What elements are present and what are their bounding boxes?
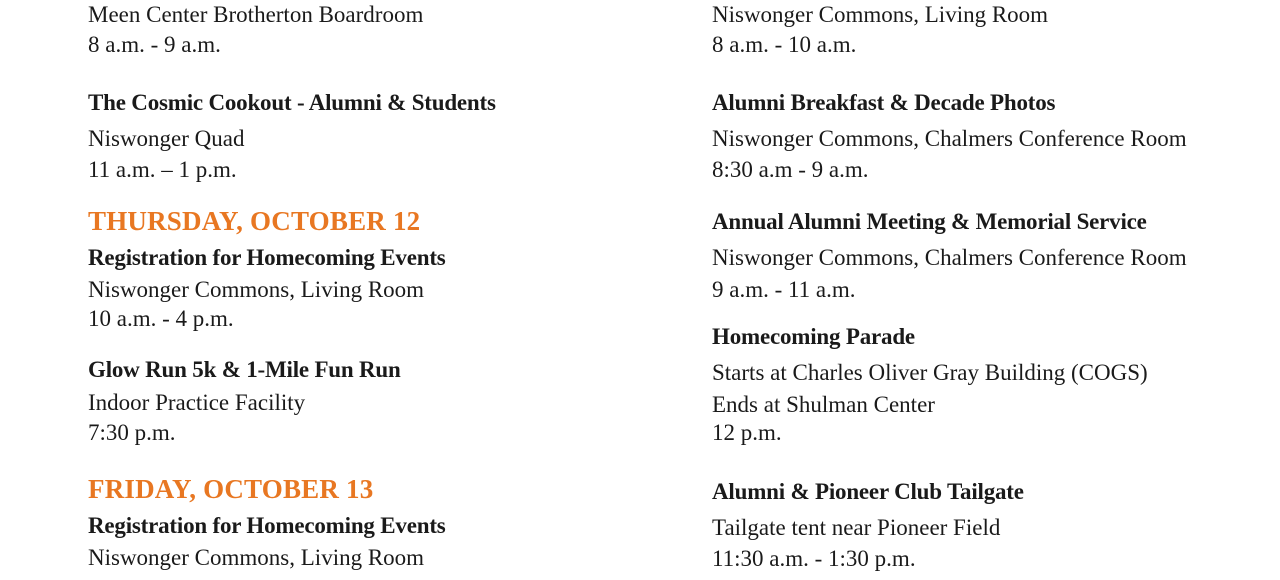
event-title: The Cosmic Cookout - Alumni & Students — [88, 90, 496, 115]
event-location: Niswonger Commons, Living Room — [712, 2, 1049, 27]
event-title: Homecoming Parade — [712, 324, 915, 349]
event-title: Registration for Homecoming Events — [88, 245, 446, 270]
day-heading: THURSDAY, OCTOBER 12 — [88, 206, 421, 236]
event-location: Indoor Practice Facility — [88, 390, 306, 415]
event-title: Glow Run 5k & 1-Mile Fun Run — [88, 357, 401, 382]
event-location: Niswonger Commons, Living Room — [88, 277, 425, 302]
event-location: Niswonger Quad — [88, 126, 245, 151]
event-title: Registration for Homecoming Events — [88, 513, 446, 538]
event-location: Meen Center Brotherton Boardroom — [88, 2, 424, 27]
event-location: Starts at Charles Oliver Gray Building (COGS) — [712, 360, 1148, 385]
event-time: 10 a.m. - 4 p.m. — [88, 306, 234, 331]
event-title: Alumni & Pioneer Club Tailgate — [712, 479, 1024, 504]
event-time: 7:30 p.m. — [88, 420, 176, 445]
event-time: 8 a.m. - 10 a.m. — [712, 32, 857, 57]
event-location: Niswonger Commons, Living Room — [88, 545, 425, 570]
event-location: Niswonger Commons, Chalmers Conference Room — [712, 126, 1187, 151]
event-location: Ends at Shulman Center — [712, 392, 935, 417]
day-heading: FRIDAY, OCTOBER 13 — [88, 474, 374, 504]
event-time: 11 a.m. – 1 p.m. — [88, 157, 237, 182]
event-time: 9 a.m. - 11 a.m. — [712, 277, 856, 302]
event-title: Annual Alumni Meeting & Memorial Service — [712, 209, 1147, 234]
event-location: Niswonger Commons, Chalmers Conference Room — [712, 245, 1187, 270]
event-time: 8 a.m. - 9 a.m. — [88, 32, 221, 57]
event-time: 11:30 a.m. - 1:30 p.m. — [712, 546, 916, 571]
event-time: 8:30 a.m - 9 a.m. — [712, 157, 869, 182]
event-time: 12 p.m. — [712, 420, 782, 445]
event-title: Alumni Breakfast & Decade Photos — [712, 90, 1056, 115]
event-location: Tailgate tent near Pioneer Field — [712, 515, 1001, 540]
